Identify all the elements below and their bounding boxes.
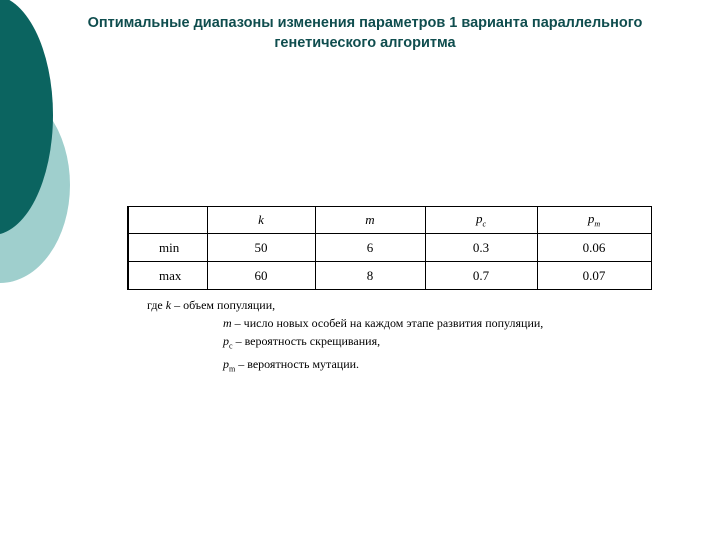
table-row-max [128, 262, 651, 290]
slide-title [55, 13, 675, 53]
legend-var-m: m [223, 316, 232, 330]
legend [147, 296, 543, 379]
cell-pc: 0.3 [425, 234, 537, 262]
legend-text-k: – объем популяции, [171, 298, 276, 312]
header-pc [425, 207, 537, 234]
parameters-table [127, 206, 652, 290]
cell-m: 8 [315, 262, 425, 290]
cell-k: 50 [207, 234, 315, 262]
legend-prefix: где [147, 298, 166, 312]
header-empty-cell [128, 207, 207, 234]
legend-var-pc: p [223, 334, 229, 348]
legend-line-pm [147, 355, 543, 378]
table-header-row [128, 207, 651, 234]
header-pm-sub: m [594, 219, 601, 229]
cell-m: 6 [315, 234, 425, 262]
header-pc-sub: c [482, 219, 487, 229]
legend-line-m [147, 314, 543, 332]
legend-text-pc: – вероятность скрещивания, [232, 334, 381, 348]
legend-text-m: – число новых особей на каждом этапе развития популяции, [231, 316, 544, 330]
legend-var-k: k [165, 298, 172, 312]
header-m: m [315, 207, 425, 234]
header-pm [537, 207, 651, 234]
title-line-2: генетического алгоритма [274, 35, 456, 51]
legend-line-pc [147, 332, 543, 355]
legend-sub-pm: m [229, 364, 236, 374]
cell-pc: 0.7 [425, 262, 537, 290]
table-row-min [128, 234, 651, 262]
header-pc-base: p [475, 211, 483, 227]
header-k: k [207, 207, 315, 234]
cell-k: 60 [207, 262, 315, 290]
title-line-1: Оптимальные диапазоны изменения параметров 1 варианта параллельного [87, 15, 643, 31]
row-label: min [128, 234, 207, 262]
cell-pm: 0.07 [537, 262, 651, 290]
legend-sub-pc: c [229, 341, 233, 351]
legend-text-pm: – вероятность мутации. [235, 357, 360, 372]
legend-line-k [147, 296, 543, 314]
header-pm-base: p [587, 211, 595, 227]
row-label: max [128, 262, 207, 290]
cell-pm: 0.06 [537, 234, 651, 262]
legend-var-pm: p [223, 357, 229, 372]
